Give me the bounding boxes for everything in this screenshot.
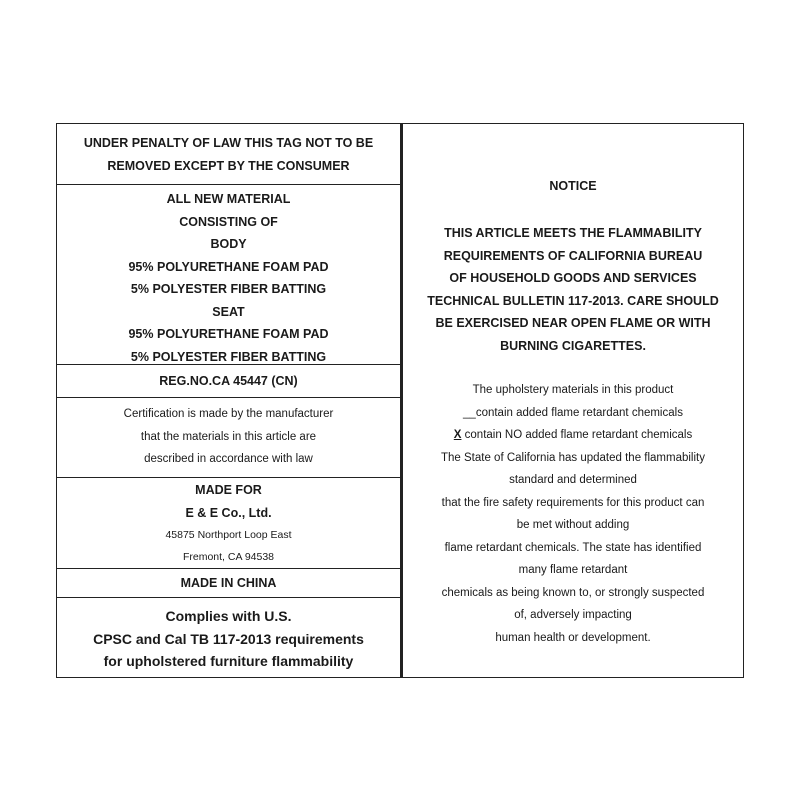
certification-line: described in accordance with law [144, 453, 313, 465]
compliance-cell [57, 598, 400, 677]
made-for-cell [57, 478, 400, 569]
notice-line: BURNING CIGARETTES. [500, 338, 646, 353]
material-line: 5% POLYESTER FIBER BATTING [130, 349, 327, 364]
option-no-chemicals [403, 424, 743, 447]
state-line: many flame retardant [518, 564, 628, 576]
state-line: that the fire safety requirements for this product can [441, 496, 705, 509]
notice-title: NOTICE [549, 179, 597, 193]
option-contains-chemicals: __contain added flame retardant chemicals [463, 406, 683, 419]
material-line: 95% POLYURETHANE FOAM PAD [128, 259, 329, 274]
material-line: ALL NEW MATERIAL [166, 192, 291, 206]
state-line: The State of California has updated the flammability [440, 451, 705, 464]
registration-number: REG.NO.CA 45447 (CN) [159, 374, 298, 388]
upholstery-intro: The upholstery materials in this product [472, 384, 674, 396]
certification-line: Certification is made by the manufacturer [123, 408, 334, 420]
law-tag [56, 123, 744, 678]
material-line: BODY [210, 237, 247, 251]
company-address-city: Fremont, CA 94538 [182, 551, 275, 563]
made-for-heading: MADE FOR [195, 483, 262, 497]
company-address-street: 45875 Northport Loop East [165, 529, 292, 541]
state-line: be met without adding [516, 519, 630, 531]
compliance-line: Complies with U.S. [165, 608, 292, 624]
upholstery-disclosure [403, 379, 743, 649]
state-line: standard and determined [509, 474, 637, 486]
notice-line: THIS ARTICLE MEETS THE FLAMMABILITY [444, 226, 702, 240]
tag-right-column [403, 124, 743, 677]
certification-line: that the materials in this article are [140, 430, 317, 443]
made-in-cell [57, 569, 400, 598]
material-line: 5% POLYESTER FIBER BATTING [130, 282, 327, 296]
tag-left-column [57, 124, 403, 677]
material-line: 95% POLYURETHANE FOAM PAD [128, 327, 329, 341]
notice-line: OF HOUSEHOLD GOODS AND SERVICES [449, 271, 697, 285]
registration-number-cell [57, 365, 400, 398]
penalty-line: UNDER PENALTY OF LAW THIS TAG NOT TO BE [83, 136, 374, 150]
material-content-cell [57, 185, 400, 365]
notice-line: REQUIREMENTS OF CALIFORNIA BUREAU [443, 248, 703, 263]
state-line: chemicals as being known to, or strongly suspected [441, 586, 705, 599]
penalty-line: REMOVED EXCEPT BY THE CONSUMER [107, 158, 350, 173]
compliance-line: for upholstered furniture flammability [103, 653, 354, 669]
compliance-line: CPSC and Cal TB 117-2013 requirements [93, 630, 364, 647]
penalty-notice-cell [57, 124, 400, 185]
notice-line: TECHNICAL BULLETIN 117-2013. CARE SHOULD [427, 293, 719, 308]
certification-cell [57, 398, 400, 478]
material-line: SEAT [212, 304, 245, 319]
material-line: CONSISTING OF [179, 214, 278, 229]
company-name: E & E Co., Ltd. [185, 505, 272, 520]
state-line: flame retardant chemicals. The state has identified [444, 541, 702, 554]
notice-line: BE EXERCISED NEAR OPEN FLAME OR WITH [435, 316, 711, 330]
checked-x-mark: X [453, 429, 462, 441]
option-no-chemicals-label: contain NO added flame retardant chemicals [461, 429, 693, 441]
state-line: human health or development. [495, 631, 651, 644]
flammability-notice [403, 222, 743, 357]
made-in-label: MADE IN CHINA [180, 576, 277, 590]
state-line: of, adversely impacting [514, 609, 632, 621]
